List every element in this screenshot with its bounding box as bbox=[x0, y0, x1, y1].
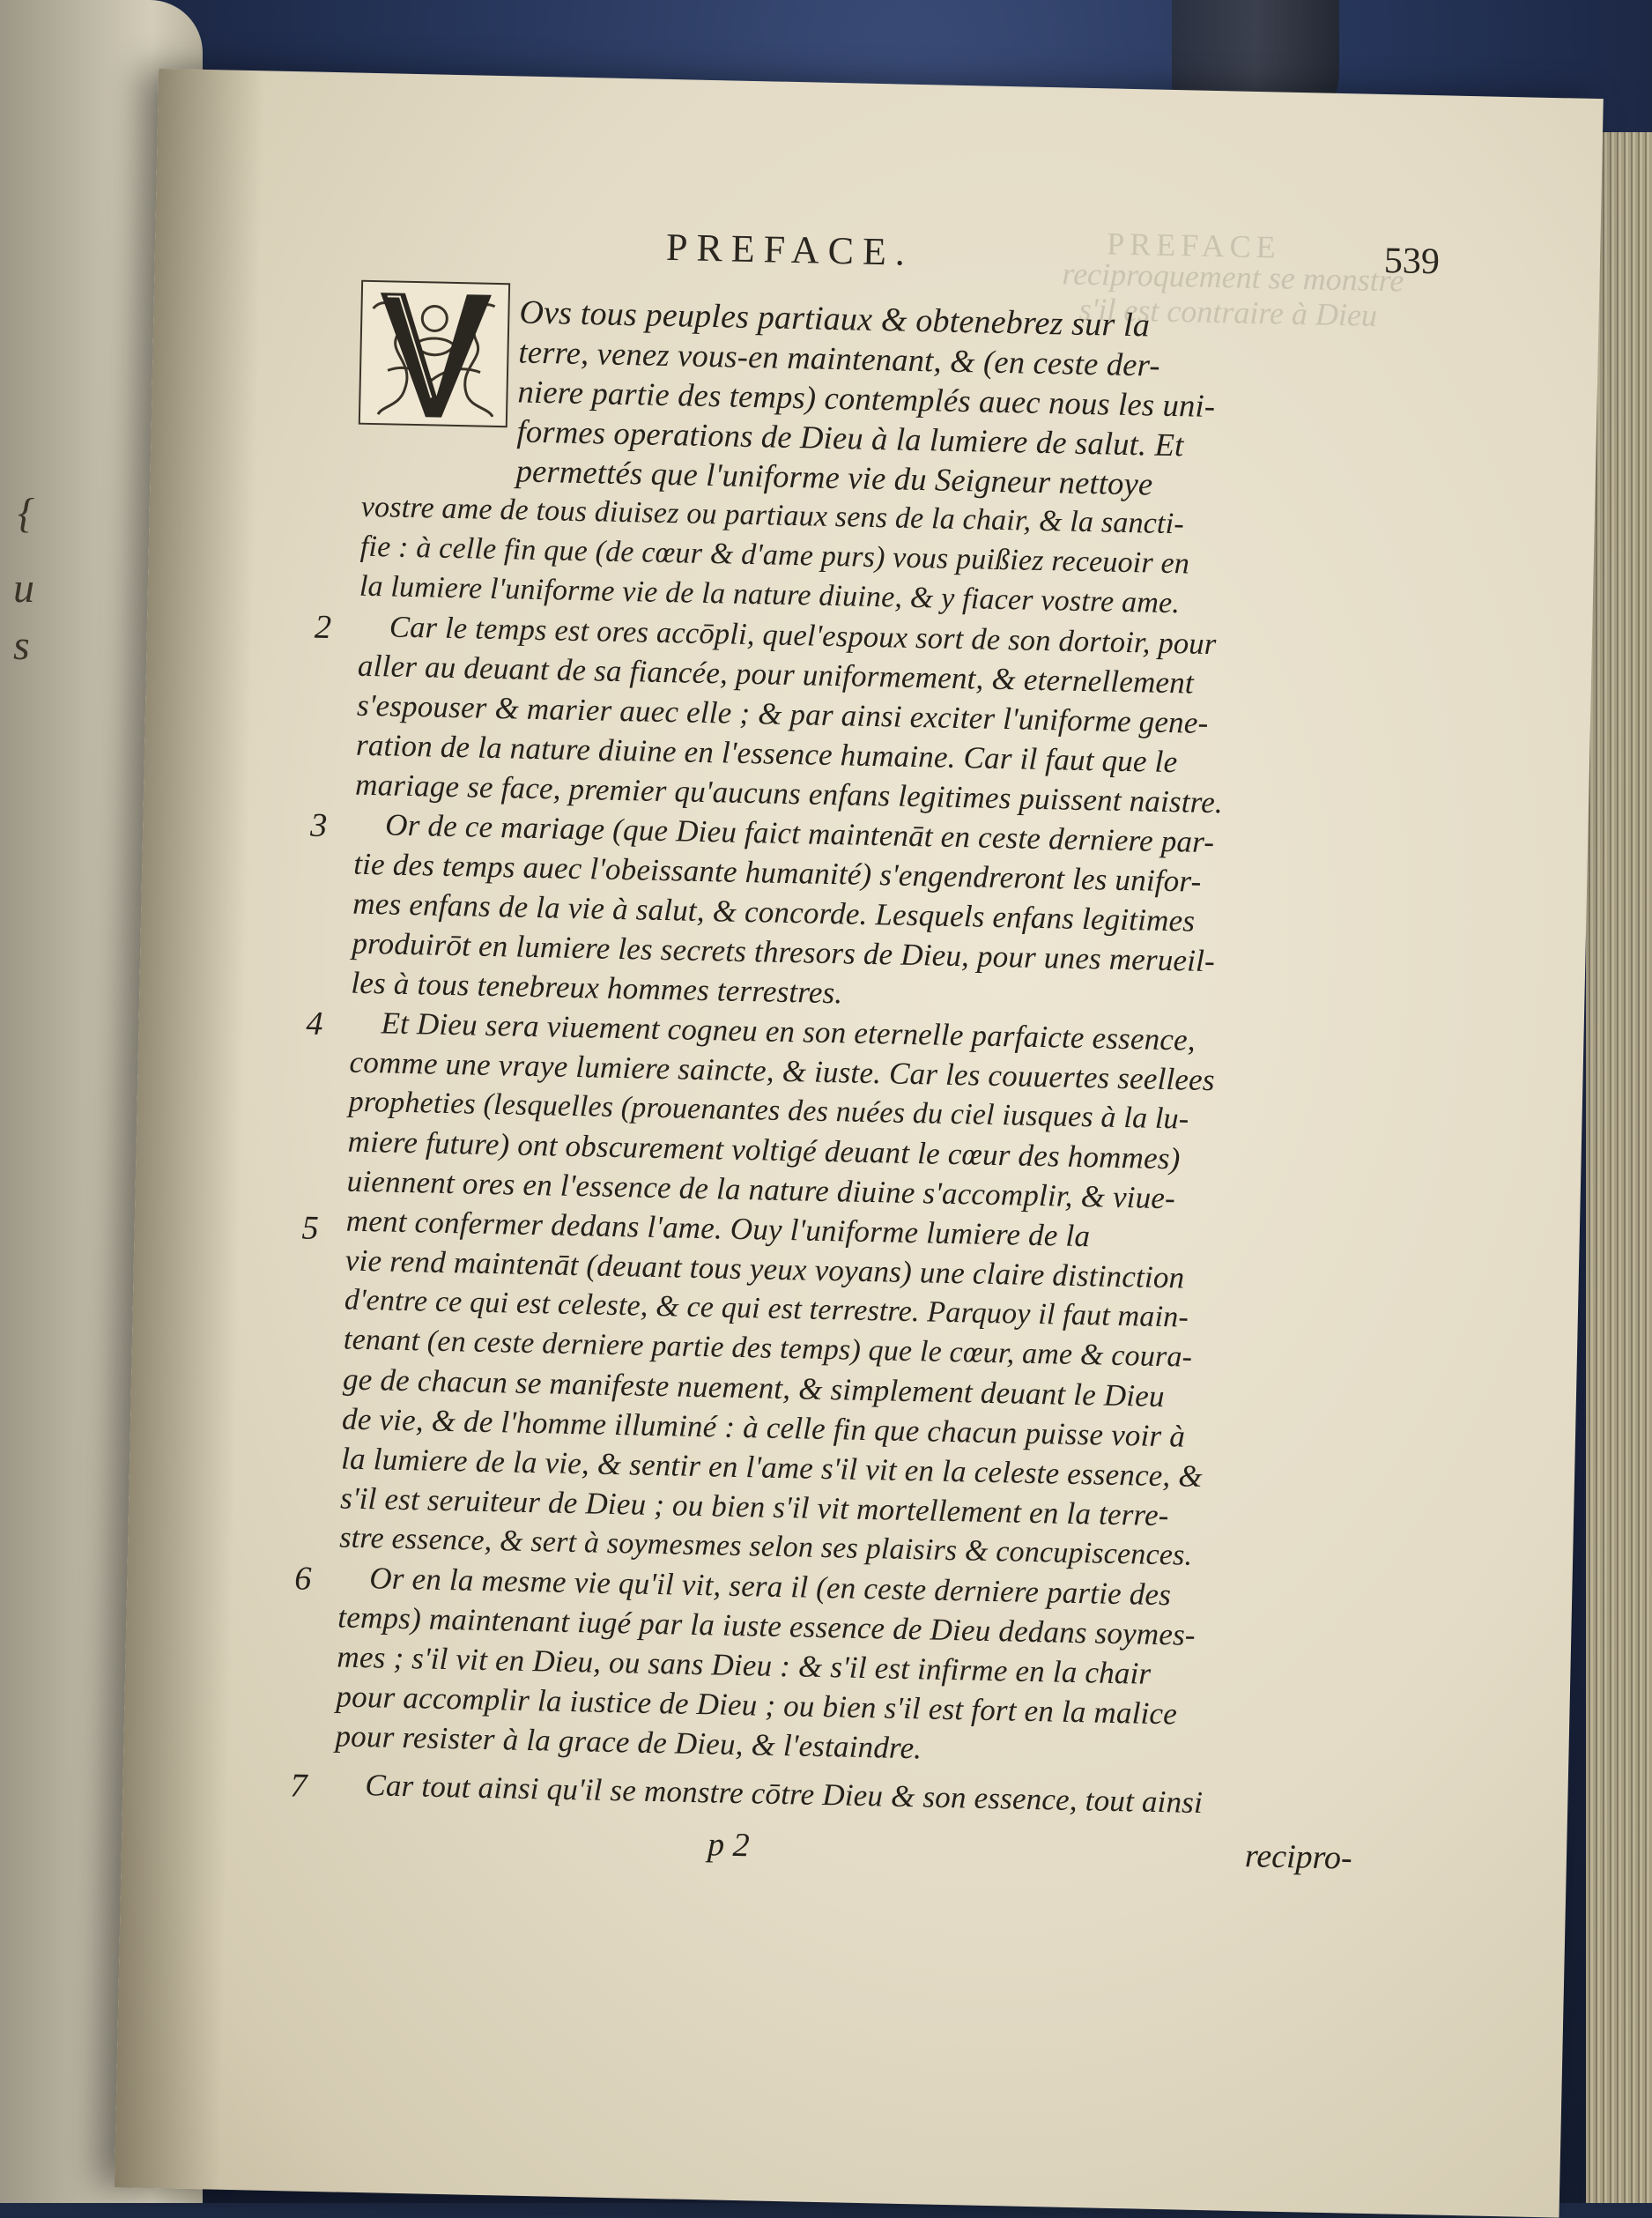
text-line: ration de la nature diuine en l'essence humaine. Car il faut que le bbox=[355, 727, 1178, 780]
text-line: permettés que l'uniforme vie du Seigneur nettoye bbox=[515, 452, 1153, 502]
text-line: Ovs tous peuples partiaux & obtenebrez sur la bbox=[519, 293, 1151, 345]
text-line: la lumiere de la vie, & sentir en l'ame s'il vit en la celeste essence, & bbox=[340, 1441, 1204, 1494]
text-line: les à tous tenebreux hommes terrestres. bbox=[351, 965, 843, 1011]
verse-number: 6 bbox=[293, 1560, 312, 1598]
text-line: terre, venez vous-en maintenant, & (en ceste der- bbox=[518, 333, 1161, 383]
text-line: Car le temps est ores accōpli, quel'espoux sort de son dortoir, pour bbox=[389, 610, 1217, 662]
book-page bbox=[115, 69, 1604, 2218]
text-line: ge de chacun se manifeste nuement, & simplement deuant le Dieu bbox=[342, 1361, 1166, 1414]
text-line: aller au deuant de sa fiancée, pour uniformement, & eternellement bbox=[357, 648, 1195, 701]
left-page-fragment: s bbox=[13, 622, 30, 669]
text-line: stre essence, & sert à soymesmes selon ses plaisirs & concupiscences. bbox=[338, 1521, 1193, 1572]
text-line: s'il est seruiteur de Dieu ; ou bien s'il vit mortellement en la terre- bbox=[339, 1480, 1170, 1533]
verse-number: 3 bbox=[309, 806, 328, 845]
verse-number: 7 bbox=[289, 1767, 307, 1805]
text-line: ment confermer dedans l'ame. Ouy l'uniforme lumiere de la bbox=[345, 1203, 1091, 1254]
bleed-through-line: s'il est contraire à Dieu bbox=[1078, 291, 1378, 333]
text-line: Or en la mesme vie qu'il vit, sera il (en ceste derniere partie des bbox=[368, 1561, 1172, 1613]
text-line: Et Dieu sera viuement cogneu en son eternelle parfaicte essence, bbox=[381, 1005, 1196, 1057]
catchword: recipro- bbox=[1244, 1837, 1353, 1877]
text-line: miere future) ont obscurement voltigé deuant le cœur des hommes) bbox=[347, 1124, 1181, 1176]
text-line: fie : à celle fin que (de cœur & d'ame purs) vous puißiez receuoir en bbox=[359, 530, 1190, 581]
decorated-initial-v bbox=[359, 280, 510, 428]
text-line: tenant (en ceste derniere partie des temps) que le cœur, ame & coura- bbox=[343, 1323, 1193, 1374]
text-line: tie des temps auec l'obeissante humanité) s'engendreront les unifor- bbox=[352, 846, 1202, 899]
verse-number: 4 bbox=[306, 1005, 323, 1042]
text-line: propheties (lesquelles (prouenantes des nuées du ciel iusques à la lu- bbox=[348, 1085, 1189, 1136]
verse-number: 5 bbox=[301, 1209, 320, 1247]
text-line: Car tout ainsi qu'il se monstre cōtre Dieu & son essence, tout ainsi bbox=[365, 1768, 1204, 1821]
text-line: niere partie des temps) contemplés auec nous les uni- bbox=[517, 373, 1216, 425]
page-number: 539 bbox=[1383, 241, 1441, 283]
verse-number: 2 bbox=[314, 608, 332, 647]
text-line: de vie, & de l'homme illuminé : à celle fin que chacun puisse voir à bbox=[341, 1401, 1186, 1454]
text-line: d'entre ce qui est celeste, & ce qui est terrestre. Parquoy il faut main- bbox=[344, 1283, 1189, 1334]
text-line: pour resister à la grace de Dieu, & l'estaindre. bbox=[335, 1718, 922, 1766]
left-page-fragment: u bbox=[13, 565, 34, 612]
text-line: mariage se face, premier qu'aucuns enfans legitimes puissent naistre. bbox=[354, 767, 1224, 820]
text-line: produirōt en lumiere les secrets thresors de Dieu, pour unes merueil- bbox=[352, 925, 1216, 979]
signature-mark: p 2 bbox=[707, 1826, 751, 1865]
text-line: s'espouser & marier auec elle ; & par ainsi exciter l'uniforme gene- bbox=[356, 687, 1209, 740]
text-line: la lumiere l'uniforme vie de la nature diuine, & y fiacer vostre ame. bbox=[359, 569, 1181, 620]
text-line: pour accomplir la iustice de Dieu ; ou bien s'il est fort en la malice bbox=[336, 1679, 1178, 1732]
bleed-through-title: PREFACE bbox=[1106, 226, 1282, 265]
text-line: Or de ce mariage (que Dieu faict maintenāt en ceste derniere par- bbox=[384, 807, 1215, 860]
text-line: mes enfans de la vie à salut, & concorde. Lesquels enfans legitimes bbox=[352, 886, 1196, 938]
text-line: vie rend maintenāt (deuant tous yeux voyans) une claire distinction bbox=[344, 1243, 1185, 1295]
page-title: PREFACE. bbox=[665, 225, 915, 274]
ornament-icon bbox=[360, 282, 508, 426]
text-line: mes ; s'il vit en Dieu, ou sans Dieu : & s'il est infirme en la chair bbox=[337, 1639, 1152, 1691]
text-line: formes operations de Dieu à la lumiere de salut. Et bbox=[516, 412, 1184, 464]
text-line: comme une vraye lumiere saincte, & iuste. Car les couuertes seellees bbox=[349, 1044, 1216, 1098]
left-page-fragment: { bbox=[18, 490, 35, 537]
text-line: uiennent ores en l'essence de la nature diuine s'accomplir, & viue- bbox=[346, 1163, 1176, 1216]
text-line: vostre ame de tous diuisez ou partiaux sens de la chair, & la sancti- bbox=[360, 490, 1185, 541]
bleed-through-line: reciproquement se monstre bbox=[1062, 256, 1404, 299]
text-line: temps) maintenant iugé par la iuste essence de Dieu dedans soymes- bbox=[337, 1599, 1196, 1652]
